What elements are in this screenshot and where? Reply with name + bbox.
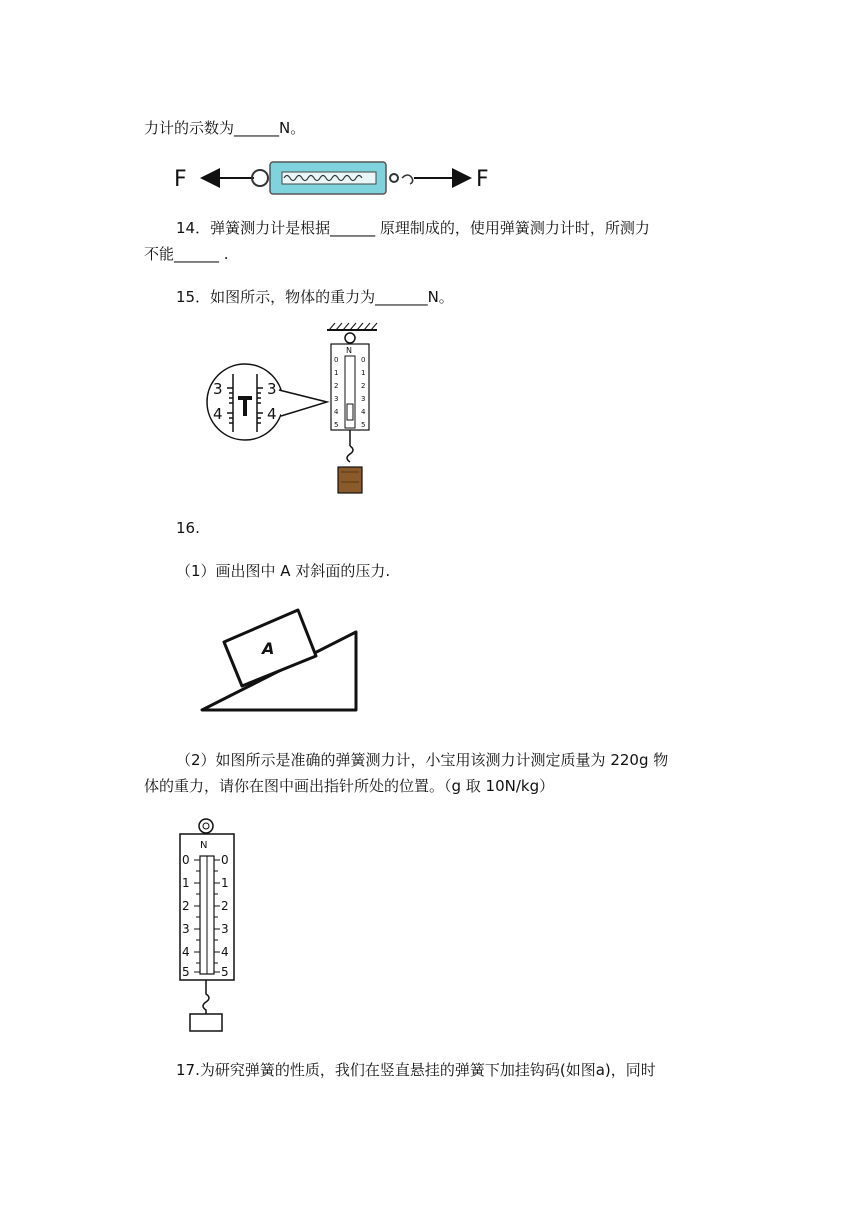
bottom-hook: [347, 446, 353, 462]
zoom-pointer-mask: [277, 392, 283, 414]
ceiling-hatch: [329, 323, 377, 330]
question-13-tail: 力计的示数为______N。: [144, 119, 306, 137]
scale-number-5-right: 5: [361, 421, 366, 429]
top-ring: [345, 333, 355, 343]
zoom-pointer-stem: [243, 396, 247, 416]
scale-number-1: 1: [334, 369, 339, 377]
scale-number-1: 1: [182, 876, 190, 890]
scale-number-4-right: 4: [361, 408, 366, 416]
scale-unit: N: [200, 840, 208, 851]
scale-number-5-right: 5: [221, 965, 229, 979]
scale-number-0: 0: [334, 356, 339, 364]
zoom-label-4-left: 4: [213, 405, 223, 423]
scale-number-1-right: 1: [221, 876, 229, 890]
scale-number-2-right: 2: [361, 382, 366, 390]
block-a-label: A: [262, 639, 275, 658]
scale-number-3-right: 3: [221, 922, 229, 936]
question-14-line-2: 不能______ .: [144, 245, 229, 263]
question-14-line-1: 14．弹簧测力计是根据______ 原理制成的，使用弹簧测力计时，所测力: [176, 219, 650, 237]
scale-number-2: 2: [334, 382, 339, 390]
scale-top-ring-inner: [203, 823, 209, 829]
scale-number-3-right: 3: [361, 395, 366, 403]
question-16: 16.: [176, 519, 200, 537]
left-force-label: F: [174, 167, 187, 192]
scale-number-0-right: 0: [221, 853, 229, 867]
hanging-weight: [338, 467, 362, 493]
scale-unit: N: [346, 346, 352, 355]
left-ring: [252, 170, 268, 186]
zoom-label-4-right: 4: [267, 405, 277, 423]
scale-number-3: 3: [182, 922, 190, 936]
scale-number-3: 3: [334, 395, 339, 403]
zoom-label-3-right: 3: [267, 380, 277, 398]
scale-number-0: 0: [182, 853, 190, 867]
scale-number-2: 2: [182, 899, 190, 913]
question-15: 15．如图所示，物体的重力为_______N。: [176, 288, 454, 306]
scale-top-ring: [199, 819, 213, 833]
scale-bottom-hook: [203, 980, 209, 1014]
scale-number-0-right: 0: [361, 356, 366, 364]
scale-number-4-right: 4: [221, 945, 229, 959]
right-ring: [390, 174, 398, 182]
incline-block-figure: [196, 598, 366, 716]
hanging-spring-scale-figure: [205, 322, 385, 498]
right-force-label: F: [476, 167, 489, 192]
question-16-part-2-line-1: （2）如图所示是准确的弹簧测力计，小宝用该测力计测定质量为 220g 物: [176, 751, 669, 769]
zoom-pointer: [279, 390, 327, 416]
question-16-part-2-line-2: 体的重力，请你在图中画出指针所处的位置。（g 取 10N/kg）: [144, 777, 555, 795]
hanging-weight: [190, 1014, 222, 1031]
blank-spring-scale-figure: [176, 814, 242, 1034]
scale-pointer: [347, 404, 353, 420]
zoom-label-3-left: 3: [213, 380, 223, 398]
scale-number-4: 4: [334, 408, 339, 416]
question-16-part-1: （1）画出图中 A 对斜面的压力.: [176, 562, 391, 580]
right-hook: [402, 175, 413, 184]
question-17: 17.为研究弹簧的性质，我们在竖直悬挂的弹簧下加挂钩码(如图a)，同时: [176, 1061, 656, 1079]
scale-number-5: 5: [182, 965, 190, 979]
scale-number-2-right: 2: [221, 899, 229, 913]
scale-number-4: 4: [182, 945, 190, 959]
scale-number-5: 5: [334, 421, 339, 429]
scale-number-1-right: 1: [361, 369, 366, 377]
horizontal-spring-scale-figure: [170, 156, 500, 200]
